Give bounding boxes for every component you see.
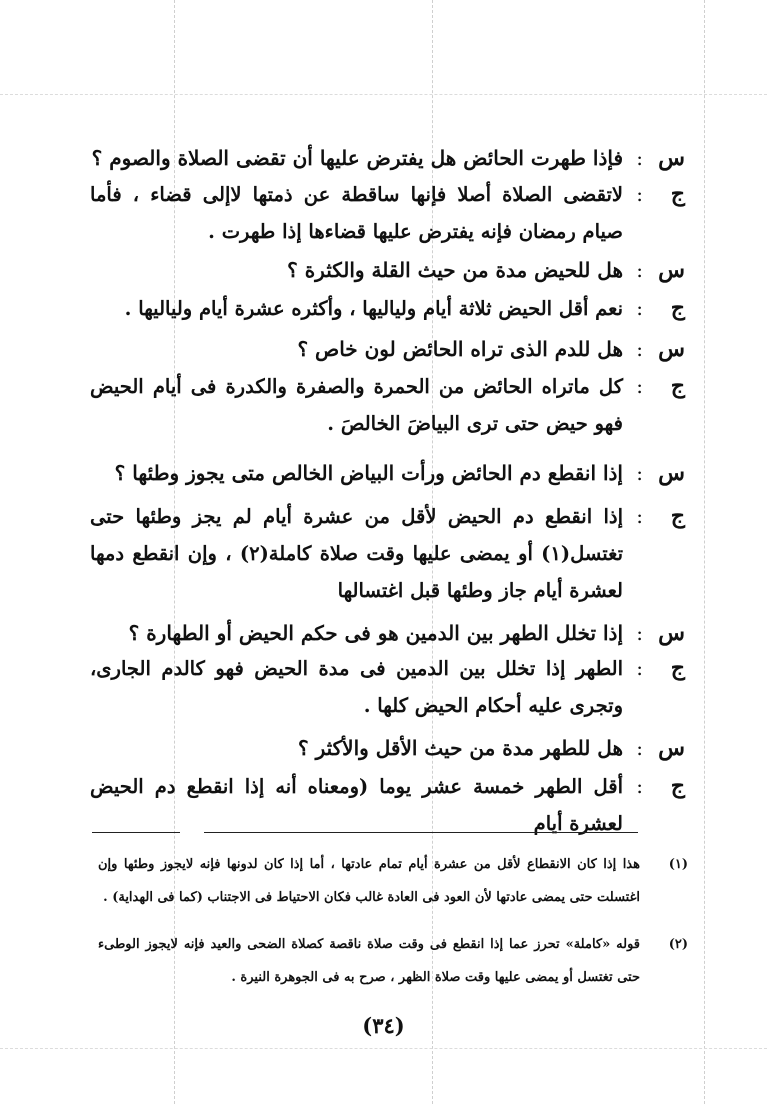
answer-marker: ج <box>670 503 685 529</box>
answer-marker: ج <box>670 373 685 399</box>
question-text: هل للدم الذى تراه الحائض لون خاص ؟ <box>297 337 623 361</box>
question-marker: س <box>658 336 685 362</box>
marker-colon: : <box>636 258 643 282</box>
scan-guide-line <box>0 94 767 95</box>
question-entry <box>90 455 685 492</box>
marker-colon: : <box>636 182 643 206</box>
question-marker: س <box>658 257 685 283</box>
marker-colon: : <box>636 337 643 361</box>
answer-text: أقل الطهر خمسة عشر يوما (ومعناه أنه إذا انقطع دم الحيض لعشرة أيام <box>90 775 623 835</box>
marker-colon: : <box>636 374 643 398</box>
page-number: (٣٤) <box>362 1013 405 1038</box>
question-text: هل للحيض مدة من حيث القلة والكثرة ؟ <box>287 258 623 282</box>
question-marker: س <box>658 460 685 486</box>
answer-text: نعم أقل الحيض ثلاثة أيام ولياليها ، وأكثره عشرة أيام ولياليها . <box>124 297 623 320</box>
answer-text: الطهر إذا تخلل بين الدمين فى مدة الحيض فهو كالدم الجارى، وتجرى عليه أحكام الحيض كلها . <box>90 657 623 717</box>
marker-colon: : <box>636 774 643 798</box>
question-entry <box>90 615 685 652</box>
marker-colon: : <box>636 621 643 645</box>
question-entry <box>90 730 685 767</box>
answer-entry <box>90 368 685 442</box>
scan-guide-line <box>704 0 705 1104</box>
question-text: إذا انقطع دم الحائض ورأت البياض الخالص متى يجوز وطئها ؟ <box>114 461 623 485</box>
answer-entry <box>90 650 685 724</box>
question-entry <box>90 331 685 368</box>
marker-colon: : <box>636 146 643 170</box>
answer-text: كل ماتراه الحائض من الحمرة والصفرة والكدرة فى أيام الحيض فهو حيض حتى ترى البياضَ الخالصَ . <box>90 375 623 435</box>
answer-entry <box>90 176 685 250</box>
answer-text: إذا انقطع دم الحيض لأقل من عشرة أيام لم يجز وطئها حتى تغتسل(١) أو يمضى عليها وقت صلاة كاملة(٢) ، وإن انقطع دمها لعشرة أيام جاز وطئها قبل اغتسالها <box>90 505 623 602</box>
answer-entry <box>90 290 685 327</box>
marker-colon: : <box>636 656 643 680</box>
answer-marker: ج <box>670 655 685 681</box>
scan-guide-line <box>0 1048 767 1049</box>
question-text: هل للطهر مدة من حيث الأقل والأكثر ؟ <box>298 736 623 760</box>
footnote-separator-short <box>92 832 180 833</box>
footnote-2 <box>98 928 688 994</box>
footnote-number: (٢) <box>668 937 688 952</box>
answer-marker: ج <box>670 773 685 799</box>
answer-entry <box>90 498 685 609</box>
question-marker: س <box>658 620 685 646</box>
footnote-text: قوله «كاملة» تحرز عما إذا انقطع فى وقت صلاة ناقصة كصلاة الضحى والعيد فإنه لايجوز الوطىء حتى تغتسل أو يمضى عليها وقت صلاة الظهر ، صرح به فى الجوهرة النيرة . <box>98 937 640 985</box>
answer-entry <box>90 768 685 842</box>
answer-text: لاتقضى الصلاة أصلا فإنها ساقطة عن ذمتها لاإلى قضاء ، فأما صيام رمضان فإنه يفترض عليها قضاءها إذا طهرت . <box>90 183 623 243</box>
question-entry <box>90 140 685 177</box>
footnote-number: (١) <box>668 857 688 872</box>
question-entry <box>90 252 685 289</box>
footnote-text: هذا إذا كان الانقطاع لأقل من عشرة أيام تمام عادتها ، أما إذا كان لدونها فإنه لايجوز وطئها وإن اغتسلت حتى يمضى عادتها لأن العود فى العادة غالب فكان الاحتياط فى الاجتناب (كما فى الهداية) . <box>98 857 640 905</box>
question-marker: س <box>658 735 685 761</box>
answer-marker: ج <box>670 295 685 321</box>
marker-colon: : <box>636 504 643 528</box>
marker-colon: : <box>636 736 643 760</box>
question-marker: س <box>658 145 685 171</box>
marker-colon: : <box>636 296 643 320</box>
question-text: إذا تخلل الطهر بين الدمين هو فى حكم الحيض أو الطهارة ؟ <box>128 621 623 645</box>
footnote-separator-long <box>204 832 638 833</box>
footnote-1 <box>98 848 688 914</box>
answer-marker: ج <box>670 181 685 207</box>
marker-colon: : <box>636 461 643 485</box>
question-text: فإذا طهرت الحائض هل يفترض عليها أن تقضى الصلاة والصوم ؟ <box>91 146 623 170</box>
